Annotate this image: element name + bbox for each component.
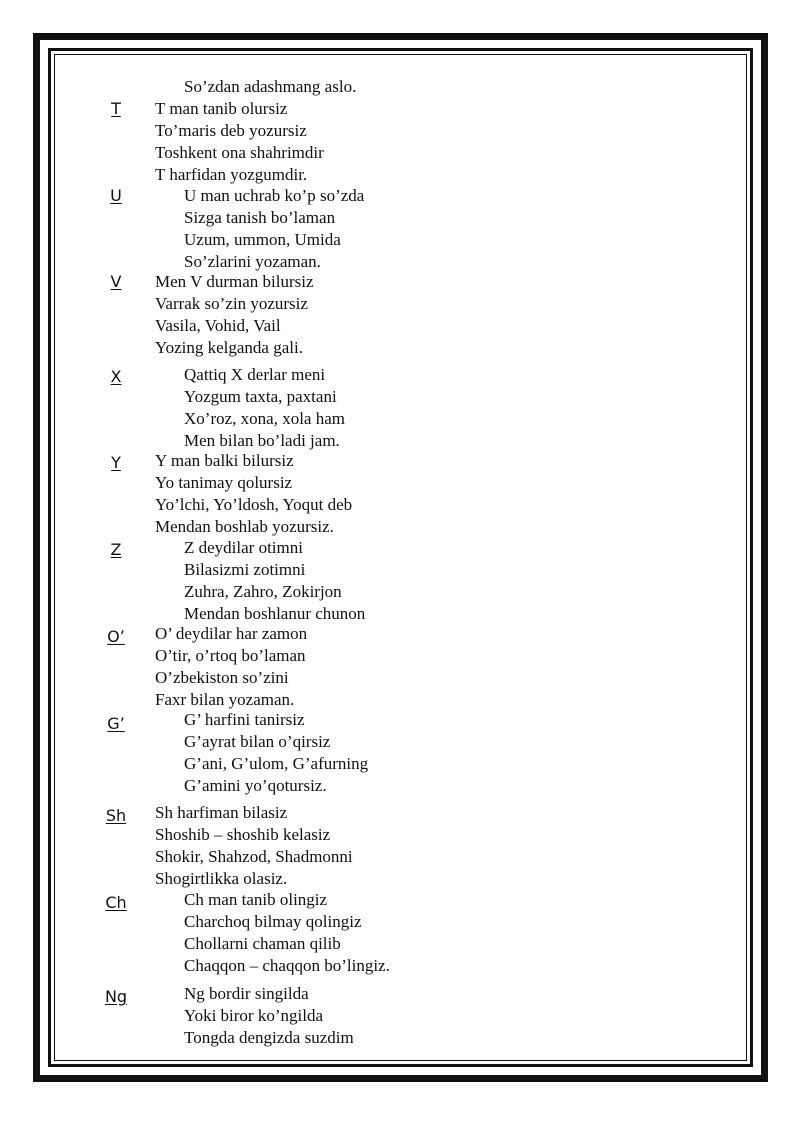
stanza-letter: U [110,186,122,205]
poem-line: Y man balki bilursiz [155,451,294,470]
poem-line: Men V durman bilursiz [155,272,314,291]
poem-line: Sh harfiman bilasiz [155,803,288,822]
poem-line: So’zlarini yozaman. [184,252,321,271]
poem-line: Faxr bilan yozaman. [155,690,295,709]
stanza-letter: Sh [105,806,127,825]
poem-line: So’zdan adashmang aslo. [184,77,357,96]
poem-line: Yozgum taxta, paxtani [184,387,337,406]
poem-line: G’ayrat bilan o’qirsiz [184,732,331,751]
poem-line: Z deydilar otimni [184,538,303,557]
poem-line: Chaqqon – chaqqon bo’lingiz. [184,956,390,975]
poem-line: Ch man tanib olingiz [184,890,328,909]
poem-line: Shokir, Shahzod, Shadmonni [155,847,353,866]
poem-line: U man uchrab ko’p so’zda [184,186,365,205]
poem-line: G’amini yo’qotursiz. [184,776,327,795]
poem-line: Yoki biror ko’ngilda [184,1006,323,1025]
poem-line: G’ani, G’ulom, G’afurning [184,754,369,773]
poem-line: Xo’roz, xona, xola ham [184,409,345,428]
poem-line: O’ deydilar har zamon [155,624,308,643]
poem-line: Toshkent ona shahrimdir [155,143,324,162]
stanza-letter: T [111,99,121,118]
stanza-letter: G’ [107,714,125,733]
poem-line: Sizga tanish bo’laman [184,208,336,227]
poem-line: T harfidan yozgumdir. [155,165,308,184]
stanza-letter: Z [110,540,122,559]
poem-line: Men bilan bo’ladi jam. [184,431,340,450]
poem-line: G’ harfini tanirsiz [184,710,305,729]
poem-line: Qattiq X derlar meni [184,365,326,384]
poem-line: Mendan boshlanur chunon [184,604,366,623]
poem-line: T man tanib olursiz [155,99,288,118]
stanza-letter: Ch [105,893,127,912]
stanza-letter: Y [111,453,121,472]
poem-line: Yo’lchi, Yo’ldosh, Yoqut deb [155,495,353,514]
poem-line: Zuhra, Zahro, Zokirjon [184,582,342,601]
poem-line: Ng bordir singilda [184,984,309,1003]
poem-line: Bilasizmi zotimni [184,560,306,579]
poem-line: Shoshib – shoshib kelasiz [155,825,331,844]
poem-line: Yozing kelganda gali. [155,338,303,357]
poem-line: To’maris deb yozursiz [155,121,307,140]
poem-line: Tongda dengizda suzdim [184,1028,354,1047]
poem-line: Vasila, Vohid, Vail [155,316,281,335]
poem-line: Charchoq bilmay qolingiz [184,912,362,931]
stanza-letter: Ng [104,987,128,1006]
stanza-letter: X [110,367,122,386]
poem-line: Yo tanimay qolursiz [155,473,293,492]
poem-line: Uzum, ummon, Umida [184,230,341,249]
poem-line: O’zbekiston so’zini [155,668,289,687]
poem-line: Chollarni chaman qilib [184,934,341,953]
stanza-letter: V [110,272,122,291]
stanza-letter: O’ [107,627,125,646]
page-border-inner-thin [54,54,747,1061]
poem-line: Mendan boshlab yozursiz. [155,517,334,536]
poem-line: O’tir, o’rtoq bo’laman [155,646,306,665]
poem-line: Varrak so’zin yozursiz [155,294,308,313]
poem-line: Shogirtlikka olasiz. [155,869,288,888]
